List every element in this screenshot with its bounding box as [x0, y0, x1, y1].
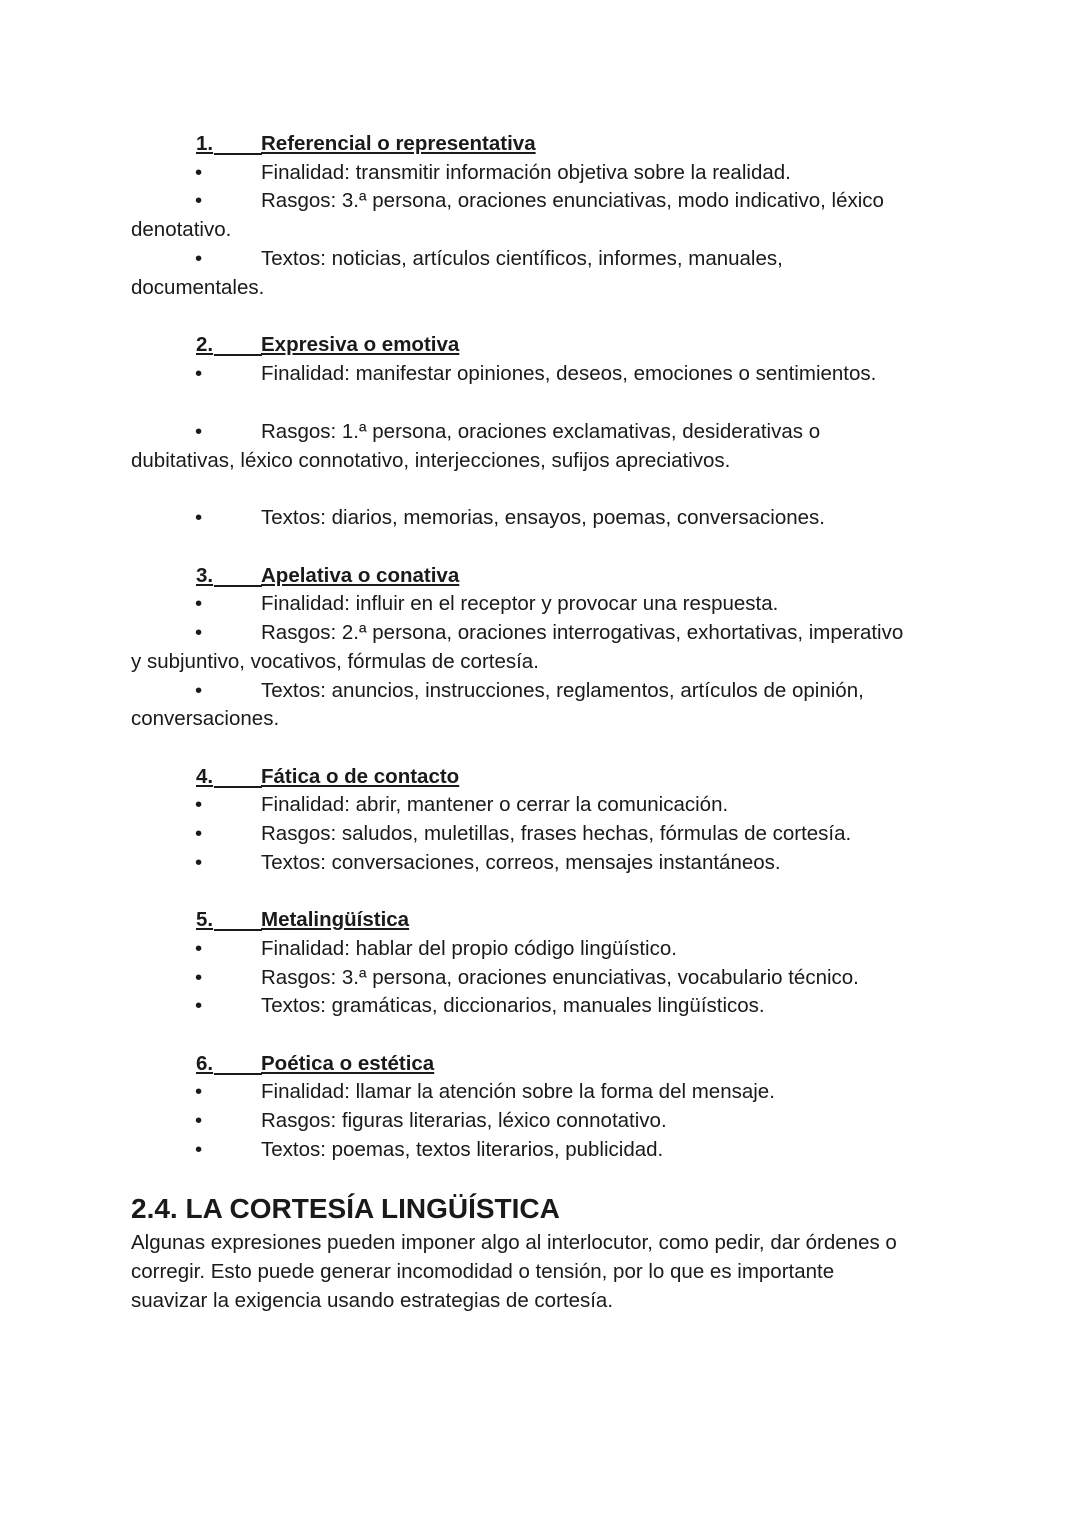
function-2-rasgos-line1: Rasgos: 1.ª persona, oraciones exclamativas, desiderativas o	[261, 420, 821, 443]
section-paragraph-line: corregir. Esto puede generar incomodidad o tensión, por lo que es importante	[131, 1260, 835, 1283]
function-3-underline-gap	[214, 585, 262, 587]
function-1-rasgos-line1: Rasgos: 3.ª persona, oraciones enunciativas, modo indicativo, léxico	[261, 189, 884, 212]
function-4-number: 4.	[196, 765, 214, 788]
bullet-icon: •	[195, 506, 203, 529]
bullet-icon: •	[195, 247, 203, 270]
bullet-icon: •	[195, 1109, 203, 1132]
function-6-textos-line1: Textos: poemas, textos literarios, publicidad.	[261, 1138, 664, 1161]
function-2-number: 2.	[196, 333, 214, 356]
bullet-icon: •	[195, 822, 203, 845]
bullet-icon: •	[195, 161, 203, 184]
function-4-underline-gap	[214, 786, 262, 788]
function-1-rasgos-line2: denotativo.	[131, 218, 232, 241]
function-5-underline-gap	[214, 929, 262, 931]
function-1-finalidad: Finalidad: transmitir información objetiva sobre la realidad.	[261, 161, 791, 184]
function-6-title: Poética o estética	[261, 1052, 435, 1075]
function-3-finalidad: Finalidad: influir en el receptor y provocar una respuesta.	[261, 592, 779, 615]
function-5-number: 5.	[196, 908, 214, 931]
function-3-textos-line1: Textos: anuncios, instrucciones, reglamentos, artículos de opinión,	[261, 679, 864, 702]
function-5-textos-line1: Textos: gramáticas, diccionarios, manuales lingüísticos.	[261, 994, 765, 1017]
function-2-rasgos-line2: dubitativas, léxico connotativo, interjecciones, sufijos apreciativos.	[131, 449, 731, 472]
function-5-rasgos-line1: Rasgos: 3.ª persona, oraciones enunciativas, vocabulario técnico.	[261, 966, 859, 989]
bullet-icon: •	[195, 679, 203, 702]
bullet-icon: •	[195, 793, 203, 816]
function-3-number: 3.	[196, 564, 214, 587]
function-3-rasgos-line1: Rasgos: 2.ª persona, oraciones interrogativas, exhortativas, imperativo	[261, 621, 904, 644]
function-4-rasgos-line1: Rasgos: saludos, muletillas, frases hechas, fórmulas de cortesía.	[261, 822, 852, 845]
bullet-icon: •	[195, 851, 203, 874]
function-6-rasgos-line1: Rasgos: figuras literarias, léxico connotativo.	[261, 1109, 667, 1132]
bullet-icon: •	[195, 621, 203, 644]
function-4-textos-line1: Textos: conversaciones, correos, mensajes instantáneos.	[261, 851, 781, 874]
function-4-title: Fática o de contacto	[261, 765, 460, 788]
function-2-underline-gap	[214, 354, 262, 356]
function-2-textos-line1: Textos: diarios, memorias, ensayos, poemas, conversaciones.	[261, 506, 826, 529]
bullet-icon: •	[195, 362, 203, 385]
function-2-title: Expresiva o emotiva	[261, 333, 460, 356]
function-6-number: 6.	[196, 1052, 214, 1075]
bullet-icon: •	[195, 189, 203, 212]
function-5-title: Metalingüística	[261, 908, 410, 931]
function-5-finalidad: Finalidad: hablar del propio código lingüístico.	[261, 937, 677, 960]
function-1-textos-line2: documentales.	[131, 276, 265, 299]
function-3-rasgos-line2: y subjuntivo, vocativos, fórmulas de cortesía.	[131, 650, 539, 673]
function-4-finalidad: Finalidad: abrir, mantener o cerrar la comunicación.	[261, 793, 729, 816]
function-6-finalidad: Finalidad: llamar la atención sobre la forma del mensaje.	[261, 1080, 775, 1103]
bullet-icon: •	[195, 994, 203, 1017]
function-2-finalidad: Finalidad: manifestar opiniones, deseos, emociones o sentimientos.	[261, 362, 877, 385]
section-title: 2.4. LA CORTESÍA LINGÜÍSTICA	[131, 1193, 560, 1224]
function-1-underline-gap	[214, 153, 262, 155]
bullet-icon: •	[195, 592, 203, 615]
function-3-title: Apelativa o conativa	[261, 564, 460, 587]
section-paragraph-line: Algunas expresiones pueden imponer algo al interlocutor, como pedir, dar órdenes o	[131, 1231, 897, 1254]
bullet-icon: •	[195, 420, 203, 443]
function-1-title: Referencial o representativa	[261, 132, 536, 155]
bullet-icon: •	[195, 966, 203, 989]
function-6-underline-gap	[214, 1073, 262, 1075]
bullet-icon: •	[195, 1138, 203, 1161]
bullet-icon: •	[195, 937, 203, 960]
section-paragraph-line: suavizar la exigencia usando estrategias de cortesía.	[131, 1289, 614, 1312]
bullet-icon: •	[195, 1080, 203, 1103]
function-1-textos-line1: Textos: noticias, artículos científicos, informes, manuales,	[261, 247, 783, 270]
function-1-number: 1.	[196, 132, 214, 155]
function-3-textos-line2: conversaciones.	[131, 707, 280, 730]
